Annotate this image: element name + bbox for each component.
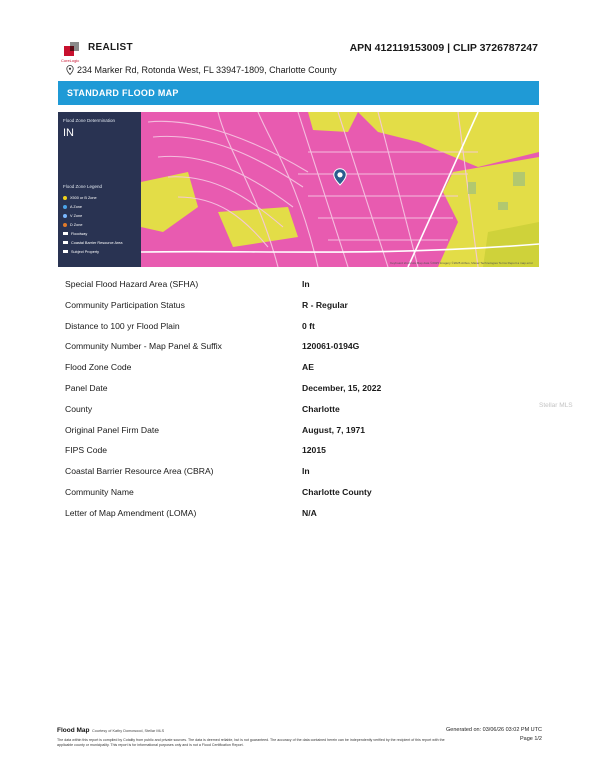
detail-row (65, 295, 505, 316)
legend-label: Coastal Barrier Resource Area (71, 240, 123, 245)
detail-row (65, 274, 505, 295)
footer-generated: Generated on: 03/06/26 03:02 PM UTC (445, 727, 542, 733)
detail-value: December, 15, 2022 (302, 382, 382, 393)
detail-label: County (65, 403, 93, 414)
legend-title: Flood Zone Legend (63, 184, 103, 189)
detail-label: Flood Zone Code (65, 362, 132, 373)
detail-row (65, 461, 505, 482)
detail-row (65, 503, 505, 524)
detail-row (65, 399, 505, 420)
detail-label: Community Number - Map Panel & Suffix (65, 341, 222, 352)
detail-value: In (302, 466, 310, 477)
detail-label: Community Name (65, 486, 134, 497)
legend-item (63, 238, 123, 247)
address-text: 234 Marker Rd, Rotonda West, FL 33947-1809, Charlotte County (77, 65, 337, 75)
legend-label: Subject Property (71, 249, 100, 254)
brand-sub: CoreLogic (61, 58, 80, 63)
flood-map[interactable] (58, 112, 539, 267)
detail-value: 0 ft (302, 320, 315, 331)
location-pin-icon (66, 65, 74, 75)
flood-legend-panel (58, 112, 141, 267)
mls-watermark: Stellar MLS (539, 402, 573, 409)
detail-value: N/A (302, 507, 317, 518)
legend-swatch-icon (63, 250, 68, 253)
corelogic-logo (62, 40, 82, 60)
footer-courtesy: Courtesy of Kathy Domowood, Stellar MLS (92, 729, 165, 733)
determination-value: IN (63, 127, 74, 139)
detail-value: August, 7, 1971 (302, 424, 366, 435)
legend-label: A Zone (70, 204, 83, 209)
detail-label: Letter of Map Amendment (LOMA) (65, 507, 197, 518)
detail-label: Original Panel Firm Date (65, 424, 160, 435)
detail-row (65, 440, 505, 461)
detail-value: Charlotte County (302, 486, 372, 497)
detail-label: Panel Date (65, 382, 108, 393)
subject-property-marker-icon[interactable] (333, 168, 347, 186)
detail-row (65, 420, 505, 441)
legend-item (63, 247, 123, 256)
determination-label: Flood Zone Determination (63, 118, 116, 123)
detail-value: AE (302, 362, 314, 373)
flood-details-table (65, 274, 505, 524)
legend-label: X500 or B Zone (70, 195, 97, 200)
detail-row (65, 336, 505, 357)
detail-row (65, 316, 505, 337)
detail-label: FIPS Code (65, 445, 108, 456)
legend-label: D Zone (70, 222, 83, 227)
detail-value: 120061-0194G (302, 341, 360, 352)
detail-row (65, 357, 505, 378)
detail-row (65, 378, 505, 399)
map-attribution: Keyboard shortcuts Map data ©2025 Imagery ©2025 Airbus, Maxar Technologies Terms Report a map error (390, 261, 533, 265)
legend-list (63, 193, 123, 256)
legend-item (63, 193, 123, 202)
legend-item (63, 229, 123, 238)
property-address (66, 65, 337, 75)
legend-label: V Zone (70, 213, 83, 218)
detail-value: 12015 (302, 445, 326, 456)
brand-name: REALIST (88, 42, 133, 53)
detail-label: Coastal Barrier Resource Area (CBRA) (65, 466, 214, 477)
legend-item (63, 211, 123, 220)
detail-label: Community Participation Status (65, 299, 185, 310)
footer-title: Flood Map (57, 727, 90, 734)
detail-value: Charlotte (302, 403, 340, 414)
footer-page-number: Page 1/2 (519, 736, 542, 742)
detail-label: Distance to 100 yr Flood Plain (65, 320, 180, 331)
legend-label: Floodway (71, 231, 88, 236)
legend-swatch-icon (63, 196, 67, 200)
legend-swatch-icon (63, 214, 67, 218)
footer-disclaimer: The data within this report is compiled by Cotality from public and private sources. The data is deemed reliable, but is not guaranteed. The accuracy of the data contained herein can be independently verified by the recipient of this report with the applicable county or municipality. This report is for informational purposes only and is not a Flood Certification Report. (57, 738, 445, 747)
legend-swatch-icon (63, 205, 67, 209)
legend-item (63, 220, 123, 229)
legend-swatch-icon (63, 232, 68, 235)
detail-value: R - Regular (302, 299, 348, 310)
detail-row (65, 482, 505, 503)
section-banner: STANDARD FLOOD MAP (58, 81, 539, 105)
detail-value: In (302, 279, 310, 289)
legend-swatch-icon (63, 241, 68, 244)
detail-label: Special Flood Hazard Area (SFHA) (65, 279, 199, 289)
legend-swatch-icon (63, 223, 67, 227)
legend-item (63, 202, 123, 211)
apn-clip: APN 412119153009 | CLIP 3726787247 (349, 42, 538, 54)
